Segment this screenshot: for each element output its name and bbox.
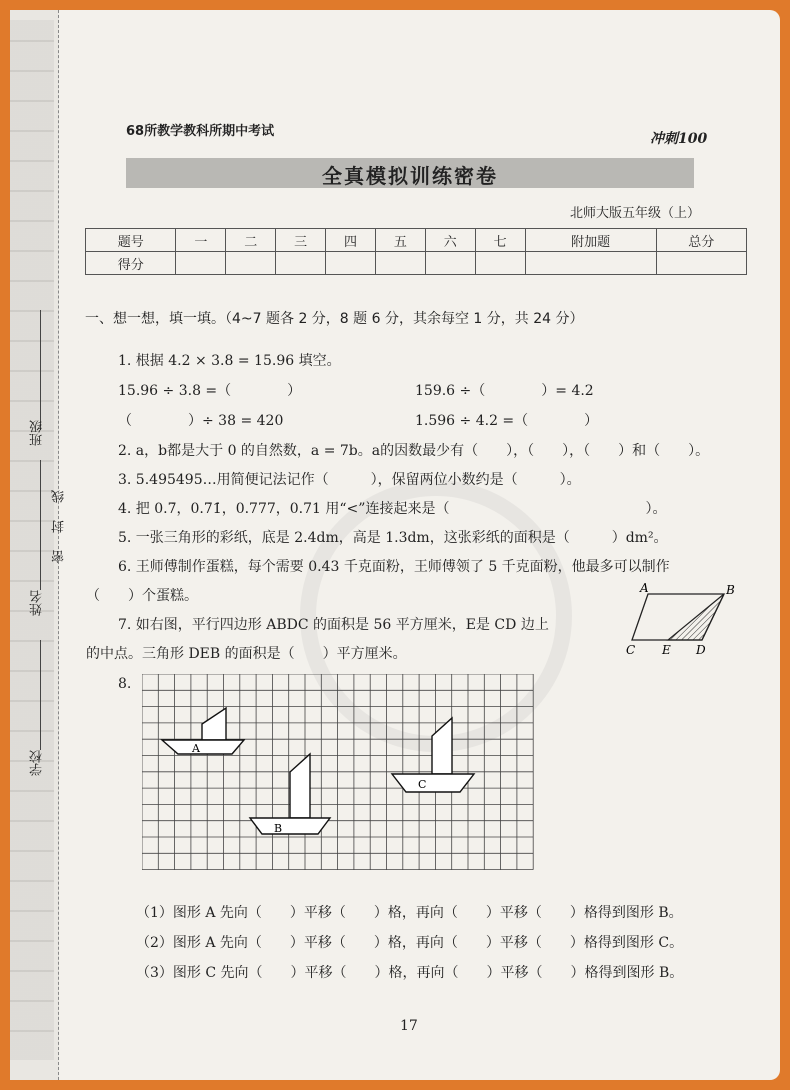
- score-value-row: [86, 252, 747, 275]
- school-label: 学校: [30, 750, 45, 776]
- shape-c-label: C: [418, 778, 427, 791]
- score-header-cell: 附加题: [525, 229, 656, 252]
- page-number: 17: [400, 1018, 418, 1034]
- question-7a: 7. 如右图，平行四边形 ABDC 的面积是 56 平方厘米，E是 CD 边上: [118, 617, 549, 633]
- question-1c: （ ）÷ 38 = 420: [118, 413, 284, 429]
- shape-b: [250, 754, 330, 834]
- vertex-d-label: D: [696, 643, 706, 657]
- score-header-cell: 七: [475, 229, 525, 252]
- question-1d: 1.596 ÷ 4.2 =（ ）: [415, 413, 599, 429]
- question-8-1: （1）图形 A 先向（ ）平移（ ）格，再向（ ）平移（ ）格得到图形 B。: [136, 905, 683, 921]
- edition-label: 北师大版五年级（上）: [570, 206, 701, 221]
- score-header-cell: 四: [326, 229, 376, 252]
- question-2: 2. a，b都是大于 0 的自然数，a = 7b。a的因数最少有（ ），（ ），（ ）和（ ）。: [118, 443, 710, 459]
- question-1: 1. 根据 4.2 × 3.8 = 15.96 填空。: [118, 353, 341, 369]
- seal-mi-label: 密: [52, 550, 67, 563]
- name-label: 姓名: [30, 590, 45, 616]
- question-6b: （ ）个蛋糕。: [86, 588, 198, 604]
- shape-a-label: A: [192, 742, 200, 755]
- score-header-cell: 二: [226, 229, 276, 252]
- question-7b: 的中点。三角形 DEB 的面积是（ ）平方厘米。: [86, 646, 407, 662]
- parallelogram-figure: [626, 582, 738, 658]
- score-header-cell: 五: [375, 229, 425, 252]
- class-label: 班级: [30, 420, 45, 446]
- section-heading: 一、想一想，填一填。（4~7 题各 2 分，8 题 6 分，其余每空 1 分，共 24 分）: [85, 311, 584, 327]
- vertex-b-label: B: [726, 583, 735, 597]
- vertex-e-label: E: [662, 643, 671, 657]
- question-1b: 159.6 ÷（ ）= 4.2: [415, 383, 594, 399]
- question-1a: 15.96 ÷ 3.8 =（ ）: [118, 383, 302, 399]
- question-5: 5. 一张三角形的彩纸，底是 2.4dm，高是 1.3dm，这张彩纸的面积是（ ）dm²。: [118, 530, 668, 546]
- shape-c: [392, 718, 474, 792]
- exam-page: [70, 10, 780, 1080]
- score-header-cell: 三: [276, 229, 326, 252]
- score-cell[interactable]: [375, 252, 425, 275]
- score-cell[interactable]: [425, 252, 475, 275]
- vertex-a-label: A: [640, 582, 649, 595]
- seal-xian-label: 线: [52, 490, 67, 503]
- score-header-row: [86, 229, 747, 252]
- question-6a: 6. 王师傅制作蛋糕，每个需要 0.43 千克面粉，王师傅领了 5 千克面粉，他最多可以制作: [118, 559, 670, 575]
- brand-logo: 冲刺100: [650, 131, 708, 147]
- question-4: 4. 把 0.7̇，0.7̇1̇，0.777，0.71 用“<”连接起来是（ ）。: [118, 501, 667, 517]
- score-cell[interactable]: [475, 252, 525, 275]
- score-cell[interactable]: [656, 252, 746, 275]
- score-cell[interactable]: [326, 252, 376, 275]
- translation-grid: [142, 674, 534, 880]
- score-table: [85, 228, 747, 275]
- score-cell[interactable]: [276, 252, 326, 275]
- seal-feng-label: 封: [52, 520, 67, 533]
- score-cell[interactable]: [525, 252, 656, 275]
- question-8-2: （2）图形 A 先向（ ）平移（ ）格，再向（ ）平移（ ）格得到图形 C。: [136, 935, 684, 951]
- vertex-c-label: C: [626, 643, 636, 657]
- binding-margin: [10, 10, 67, 1080]
- shape-b-label: B: [274, 822, 283, 835]
- question-8: 8.: [118, 676, 132, 692]
- question-8-3: （3）图形 C 先向（ ）平移（ ）格，再向（ ）平移（ ）格得到图形 B。: [136, 965, 684, 981]
- score-cell[interactable]: [226, 252, 276, 275]
- publisher: 68所教学教科所期中考试: [126, 124, 275, 139]
- page-title: 全真模拟训练密卷: [322, 164, 498, 188]
- score-header-cell: 一: [176, 229, 226, 252]
- score-cell[interactable]: [176, 252, 226, 275]
- score-header-cell: 题号: [86, 229, 176, 252]
- score-header-cell: 六: [425, 229, 475, 252]
- score-row-label: 得分: [86, 252, 176, 275]
- score-header-cell: 总分: [656, 229, 746, 252]
- triangle-deb: [668, 594, 724, 640]
- question-3: 3. 5.495495…用简便记法记作（ ），保留两位小数约是（ ）。: [118, 472, 581, 488]
